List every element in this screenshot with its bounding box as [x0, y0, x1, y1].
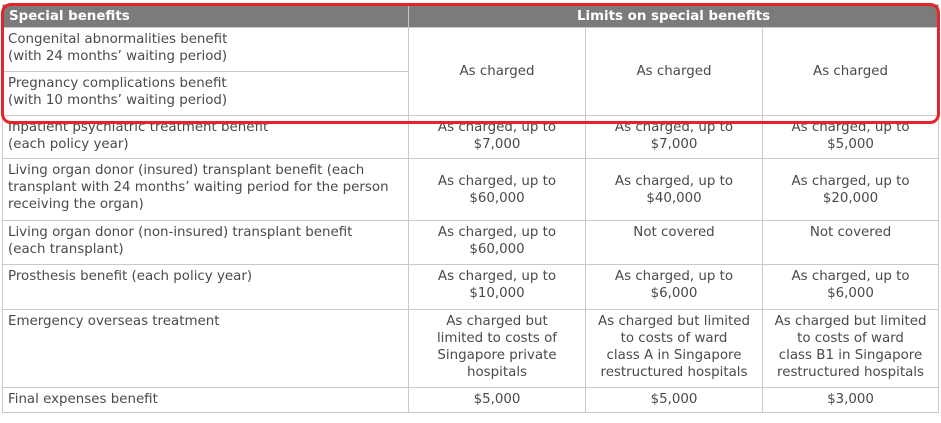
- row-value: $3,000: [763, 388, 939, 413]
- row-value: As charged but limited to costs of ward class A in Singapore restructured hospitals: [586, 310, 763, 388]
- row-label: Emergency overseas treatment: [3, 310, 409, 388]
- row-value: As charged, up to $60,000: [409, 159, 586, 221]
- row-value: As charged: [586, 28, 763, 116]
- table-row: [3, 28, 939, 72]
- table-row: [3, 159, 939, 221]
- row-label: Final expenses benefit: [3, 388, 409, 413]
- row-label: Pregnancy complications benefit (with 10 months’ waiting period): [3, 72, 409, 116]
- row-value: As charged, up to $7,000: [586, 116, 763, 159]
- table-row: [3, 116, 939, 159]
- row-label: Prosthesis benefit (each policy year): [3, 265, 409, 310]
- row-value: As charged, up to $60,000: [409, 221, 586, 265]
- row-value: Not covered: [763, 221, 939, 265]
- row-value: $5,000: [586, 388, 763, 413]
- table-row: [3, 221, 939, 265]
- row-label: Living organ donor (insured) transplant benefit (each transplant with 24 months’ waiting period for the person receiving the organ): [3, 159, 409, 221]
- row-value: As charged, up to $6,000: [763, 265, 939, 310]
- row-value: As charged, up to $20,000: [763, 159, 939, 221]
- table-row: [3, 388, 939, 413]
- row-label: Inpatient psychiatric treatment benefit (each policy year): [3, 116, 409, 159]
- header-limits: Limits on special benefits: [409, 5, 939, 28]
- header-special-benefits: Special benefits: [3, 5, 409, 28]
- table-row: [3, 310, 939, 388]
- row-value: As charged, up to $10,000: [409, 265, 586, 310]
- row-value: $5,000: [409, 388, 586, 413]
- table-row: [3, 265, 939, 310]
- row-label: Living organ donor (non-insured) transplant benefit (each transplant): [3, 221, 409, 265]
- row-value: Not covered: [586, 221, 763, 265]
- row-value: As charged but limited to costs of Singapore private hospitals: [409, 310, 586, 388]
- row-value: As charged but limited to costs of ward class B1 in Singapore restructured hospitals: [763, 310, 939, 388]
- row-value: As charged: [409, 28, 586, 116]
- benefits-table: [2, 4, 939, 413]
- table-header-row: [3, 5, 939, 28]
- row-value: As charged: [763, 28, 939, 116]
- row-label: Congenital abnormalities benefit (with 24 months’ waiting period): [3, 28, 409, 72]
- row-value: As charged, up to $6,000: [586, 265, 763, 310]
- row-value: As charged, up to $5,000: [763, 116, 939, 159]
- row-value: As charged, up to $7,000: [409, 116, 586, 159]
- row-value: As charged, up to $40,000: [586, 159, 763, 221]
